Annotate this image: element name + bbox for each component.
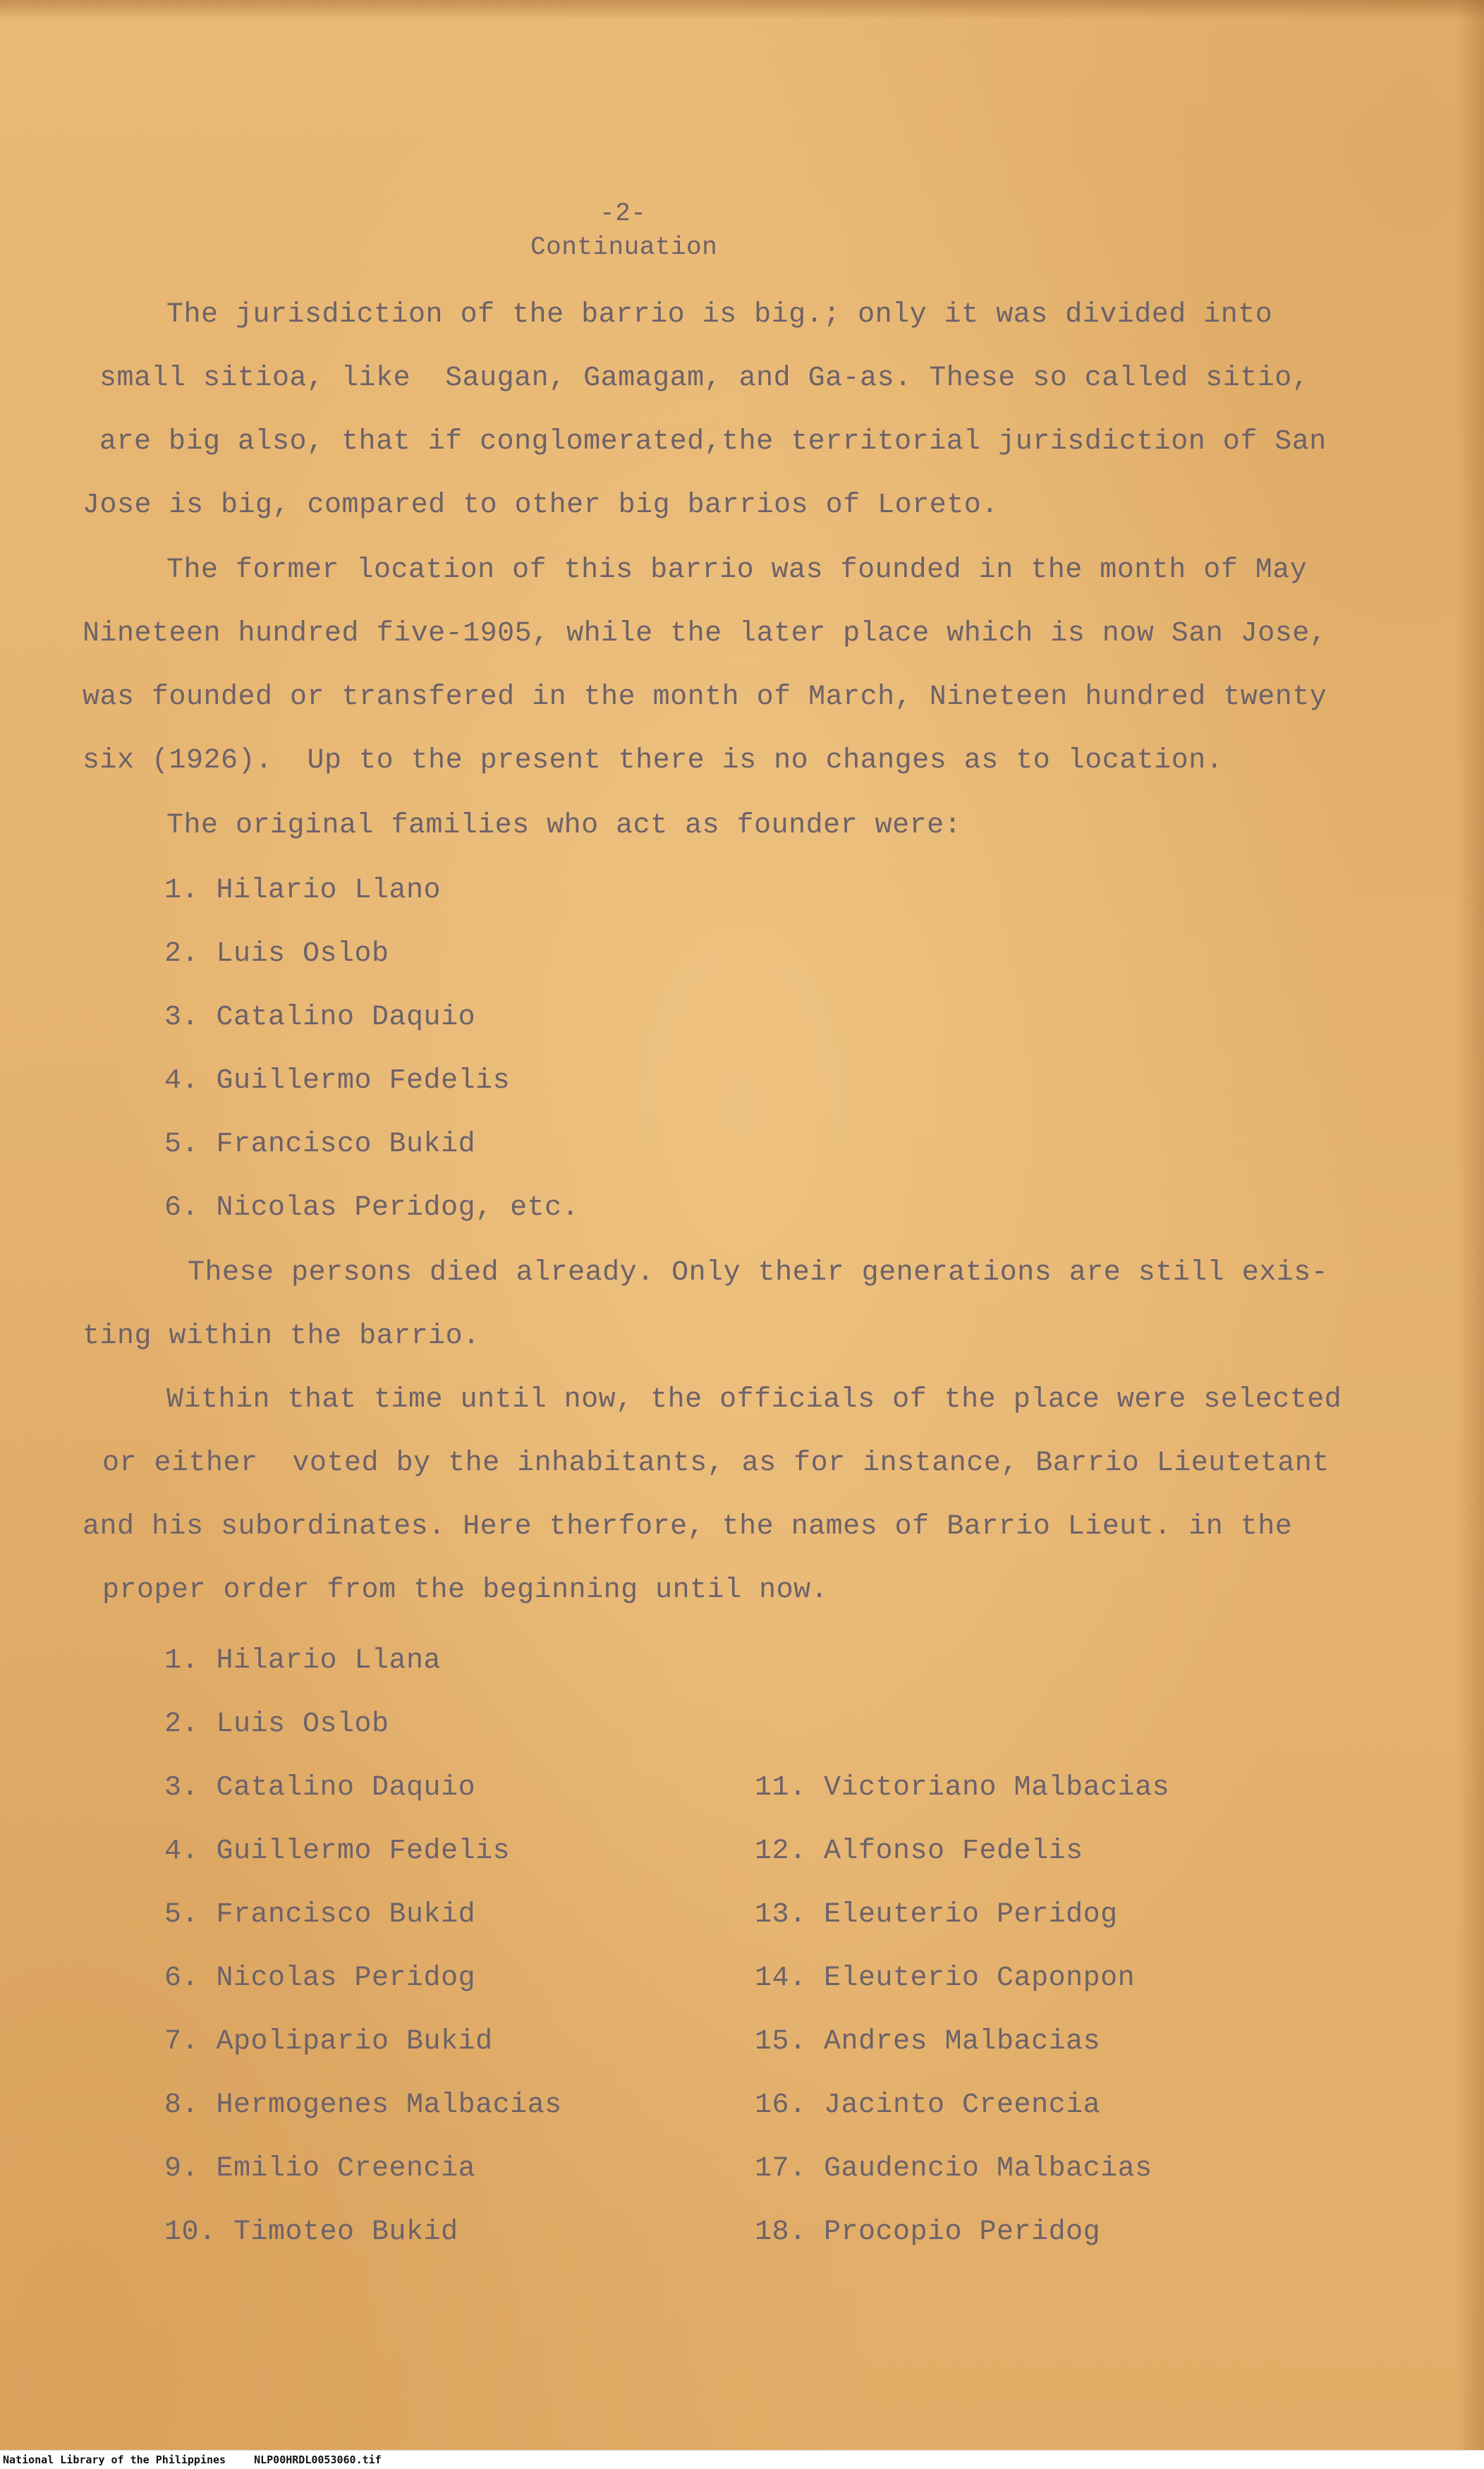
lieutenant-item: 15. Andres Malbacias bbox=[755, 2026, 1101, 2058]
lieutenant-item: 10. Timoteo Bukid bbox=[164, 2216, 458, 2248]
lieutenant-item: 18. Procopio Peridog bbox=[755, 2216, 1101, 2248]
lieutenant-item: 13. Eleuterio Peridog bbox=[755, 1899, 1118, 1931]
lieutenant-item: 1. Hilario Llana bbox=[164, 1645, 442, 1677]
page-title: Continuation bbox=[530, 233, 718, 262]
paragraph-line: small sitioa, like Saugan, Gamagam, and Ga-as. These so called sitio, bbox=[99, 363, 1310, 394]
lieutenant-item: 9. Emilio Creencia bbox=[164, 2153, 476, 2185]
paragraph-line: Within that time until now, the officials of the place were selected bbox=[166, 1384, 1342, 1416]
paragraph-line: and his subordinates. Here therfore, the names of Barrio Lieut. in the bbox=[83, 1511, 1293, 1543]
lieutenant-item: 16. Jacinto Creencia bbox=[755, 2089, 1101, 2121]
archive-file-id: NLP00HRDL0053060.tif bbox=[254, 2453, 382, 2466]
paper-right-edge bbox=[1456, 0, 1484, 2469]
lieutenant-item: 17. Gaudencio Malbacias bbox=[755, 2153, 1152, 2185]
founder-item: 6. Nicolas Peridog, etc. bbox=[164, 1192, 580, 1224]
founder-item: 5. Francisco Bukid bbox=[164, 1129, 476, 1160]
lieutenant-item: 8. Hermogenes Malbacias bbox=[164, 2089, 562, 2121]
lieutenant-item: 11. Victoriano Malbacias bbox=[755, 1772, 1170, 1804]
founder-item: 1. Hilario Llano bbox=[164, 875, 442, 906]
lieutenant-item: 14. Eleuterio Caponpon bbox=[755, 1963, 1136, 1994]
paragraph-line: The jurisdiction of the barrio is big.; only it was divided into bbox=[166, 299, 1273, 331]
lieutenant-item: 2. Luis Oslob bbox=[164, 1709, 389, 1740]
paragraph-line: The former location of this barrio was founded in the month of May bbox=[166, 554, 1308, 586]
archive-source: National Library of the Philippines bbox=[3, 2453, 226, 2466]
archive-footer-text bbox=[3, 2453, 410, 2466]
page-number: -2- bbox=[600, 199, 647, 228]
lieutenant-item: 4. Guillermo Fedelis bbox=[164, 1836, 511, 1867]
paragraph-line: The original families who act as founder were: bbox=[166, 810, 962, 842]
lieutenant-item: 3. Catalino Daquio bbox=[164, 1772, 476, 1804]
lieutenant-item: 6. Nicolas Peridog bbox=[164, 1963, 476, 1994]
paragraph-line: These persons died already. Only their generations are still exis- bbox=[188, 1257, 1329, 1289]
lieutenant-item: 5. Francisco Bukid bbox=[164, 1899, 476, 1931]
lieutenant-item: 7. Apolipario Bukid bbox=[164, 2026, 493, 2058]
paragraph-line: proper order from the beginning until now. bbox=[102, 1575, 829, 1606]
paragraph-line: Nineteen hundred five-1905, while the later place which is now San Jose, bbox=[83, 618, 1327, 650]
archive-footer bbox=[0, 2450, 1484, 2469]
paragraph-line: or either voted by the inhabitants, as for instance, Barrio Lieutetant bbox=[102, 1448, 1330, 1479]
founder-item: 2. Luis Oslob bbox=[164, 938, 389, 970]
paragraph-line: six (1926). Up to the present there is no changes as to location. bbox=[83, 745, 1224, 777]
lieutenant-item: 12. Alfonso Fedelis bbox=[755, 1836, 1083, 1867]
paragraph-line: was founded or transfered in the month of March, Nineteen hundred twenty bbox=[83, 681, 1327, 713]
founder-item: 3. Catalino Daquio bbox=[164, 1002, 476, 1033]
paragraph-line: are big also, that if conglomerated,the territorial jurisdiction of San bbox=[99, 426, 1327, 458]
paper-top-edge bbox=[0, 0, 1484, 20]
paragraph-line: ting within the barrio. bbox=[83, 1321, 480, 1352]
founder-item: 4. Guillermo Fedelis bbox=[164, 1065, 511, 1097]
paragraph-line: Jose is big, compared to other big barrios of Loreto. bbox=[83, 490, 999, 521]
